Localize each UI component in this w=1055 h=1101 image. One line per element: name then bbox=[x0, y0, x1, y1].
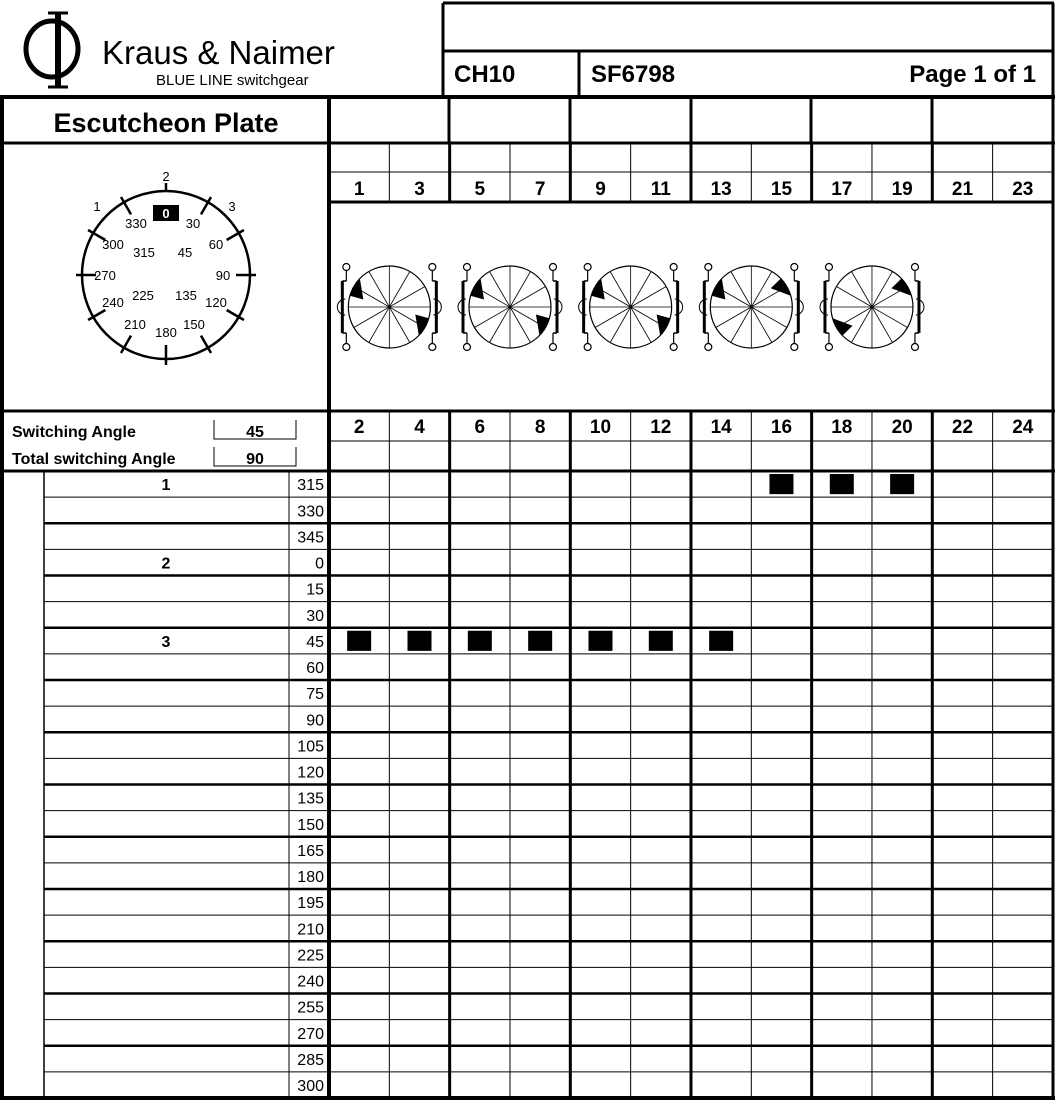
contact-cam-symbol bbox=[579, 264, 683, 351]
closed-contact-marker bbox=[588, 631, 612, 651]
company-tagline: BLUE LINE switchgear bbox=[156, 72, 309, 89]
total-switching-angle-value: 90 bbox=[246, 451, 264, 468]
contact-cam-symbol bbox=[458, 264, 562, 351]
contact-terminal-bottom: 20 bbox=[891, 417, 913, 438]
contact-terminal-top: 13 bbox=[710, 179, 732, 200]
contact-terminal-top: 11 bbox=[650, 179, 671, 200]
dial-position-2: 2 bbox=[162, 169, 170, 184]
contact-terminal-top: 9 bbox=[595, 179, 606, 200]
row-position: 3 bbox=[161, 633, 171, 651]
contact-terminal-top: 1 bbox=[353, 179, 365, 200]
row-angle: 15 bbox=[306, 581, 324, 599]
dial-angle-180: 180 bbox=[155, 325, 177, 340]
closed-contact-marker bbox=[347, 631, 371, 651]
closed-contact-marker bbox=[407, 631, 431, 651]
row-angle: 345 bbox=[297, 529, 324, 547]
contact-schematics bbox=[337, 264, 924, 351]
contact-terminal-bottom: 18 bbox=[831, 417, 853, 438]
contact-terminal-bottom: 6 bbox=[474, 417, 486, 438]
contact-terminal-top: 17 bbox=[831, 179, 853, 200]
row-angle: 60 bbox=[306, 660, 324, 677]
row-angle: 270 bbox=[297, 1025, 324, 1043]
row-angle: 330 bbox=[297, 503, 324, 521]
dial-angle-0: 0 bbox=[162, 206, 170, 221]
closed-contact-marker bbox=[468, 631, 492, 651]
contact-terminal-top: 19 bbox=[891, 179, 913, 200]
contact-terminal-top: 3 bbox=[414, 179, 425, 200]
row-angle: 210 bbox=[297, 921, 324, 939]
closed-contact-marker bbox=[528, 631, 552, 651]
dial-angle-135: 135 bbox=[175, 288, 197, 303]
contact-cam-symbol bbox=[337, 264, 441, 351]
dial-angle-270: 270 bbox=[94, 268, 116, 283]
row-position: 1 bbox=[161, 477, 171, 495]
switching-angle-value: 45 bbox=[246, 424, 264, 441]
contact-terminal-bottom: 24 bbox=[1012, 417, 1034, 438]
row-angle: 180 bbox=[297, 869, 324, 886]
switching-angle-label: Switching Angle bbox=[12, 424, 136, 441]
company-name: Kraus & Naimer bbox=[102, 34, 335, 71]
contact-terminal-bottom: 16 bbox=[770, 417, 793, 438]
dial-angle-60: 60 bbox=[208, 237, 224, 252]
dial-angle-240: 240 bbox=[102, 295, 124, 310]
contact-terminal-bottom: 12 bbox=[650, 417, 672, 438]
dial-angle-45: 45 bbox=[177, 245, 193, 260]
contact-cam-symbol bbox=[820, 264, 924, 351]
row-angle: 285 bbox=[297, 1051, 324, 1069]
row-angle: 195 bbox=[297, 895, 324, 913]
closed-contact-marker bbox=[830, 474, 854, 494]
page-indicator: Page 1 of 1 bbox=[909, 61, 1036, 88]
row-angle: 120 bbox=[297, 764, 324, 782]
row-angle: 90 bbox=[306, 712, 324, 730]
dial-angle-90: 90 bbox=[215, 268, 231, 283]
row-angle: 30 bbox=[306, 607, 324, 625]
diagram-number: SF6798 bbox=[591, 61, 676, 88]
dial-position-3: 3 bbox=[228, 199, 236, 214]
row-angle: 135 bbox=[297, 790, 324, 808]
company-logo bbox=[26, 12, 335, 89]
contact-terminal-bottom: 22 bbox=[951, 417, 974, 438]
row-angle: 315 bbox=[297, 477, 324, 495]
row-angle: 75 bbox=[306, 686, 324, 704]
closed-contact-marker bbox=[769, 474, 793, 494]
dial-angle-150: 150 bbox=[183, 317, 205, 332]
closed-contact-marker bbox=[649, 631, 673, 651]
contact-terminal-bottom: 4 bbox=[414, 417, 425, 438]
row-angle: 105 bbox=[297, 738, 324, 756]
contact-cam-symbol bbox=[699, 264, 803, 351]
row-angle: 225 bbox=[297, 947, 324, 965]
dial-angle-30: 30 bbox=[185, 216, 201, 231]
row-angle: 150 bbox=[297, 816, 324, 834]
contact-terminal-bottom: 10 bbox=[589, 417, 612, 438]
contact-terminal-top: 5 bbox=[474, 179, 486, 200]
model-number: CH10 bbox=[454, 61, 516, 88]
contact-terminal-top: 21 bbox=[951, 179, 974, 200]
dial-angle-210: 210 bbox=[124, 317, 146, 332]
contact-terminal-top: 23 bbox=[1012, 179, 1034, 200]
dial-angle-315: 315 bbox=[133, 245, 155, 260]
dial-angle-300: 300 bbox=[102, 237, 124, 252]
escutcheon-dial bbox=[76, 169, 256, 365]
row-position: 2 bbox=[161, 555, 171, 573]
closed-contact-marker bbox=[890, 474, 914, 494]
dial-angle-120: 120 bbox=[205, 295, 227, 310]
row-angle: 45 bbox=[306, 633, 324, 651]
row-angle: 255 bbox=[297, 999, 324, 1017]
dial-angle-330: 330 bbox=[125, 216, 147, 231]
dial-position-1: 1 bbox=[93, 199, 101, 214]
dial-angle-225: 225 bbox=[132, 288, 154, 303]
phi-logo-icon bbox=[26, 12, 78, 88]
contact-terminal-bottom: 8 bbox=[534, 417, 546, 438]
total-switching-angle-label: Total switching Angle bbox=[12, 451, 176, 468]
closed-contact-marker bbox=[709, 631, 733, 651]
contact-terminal-bottom: 2 bbox=[353, 417, 365, 438]
contact-terminal-top: 7 bbox=[534, 179, 546, 200]
row-angle: 240 bbox=[297, 973, 324, 991]
row-angle: 300 bbox=[297, 1078, 324, 1095]
switching-table bbox=[44, 471, 1053, 1098]
row-angle: 165 bbox=[297, 842, 324, 860]
escutcheon-title: Escutcheon Plate bbox=[53, 108, 279, 138]
contact-terminal-bottom: 14 bbox=[710, 417, 732, 438]
contact-terminal-top: 15 bbox=[770, 179, 793, 200]
row-angle: 0 bbox=[315, 555, 324, 573]
